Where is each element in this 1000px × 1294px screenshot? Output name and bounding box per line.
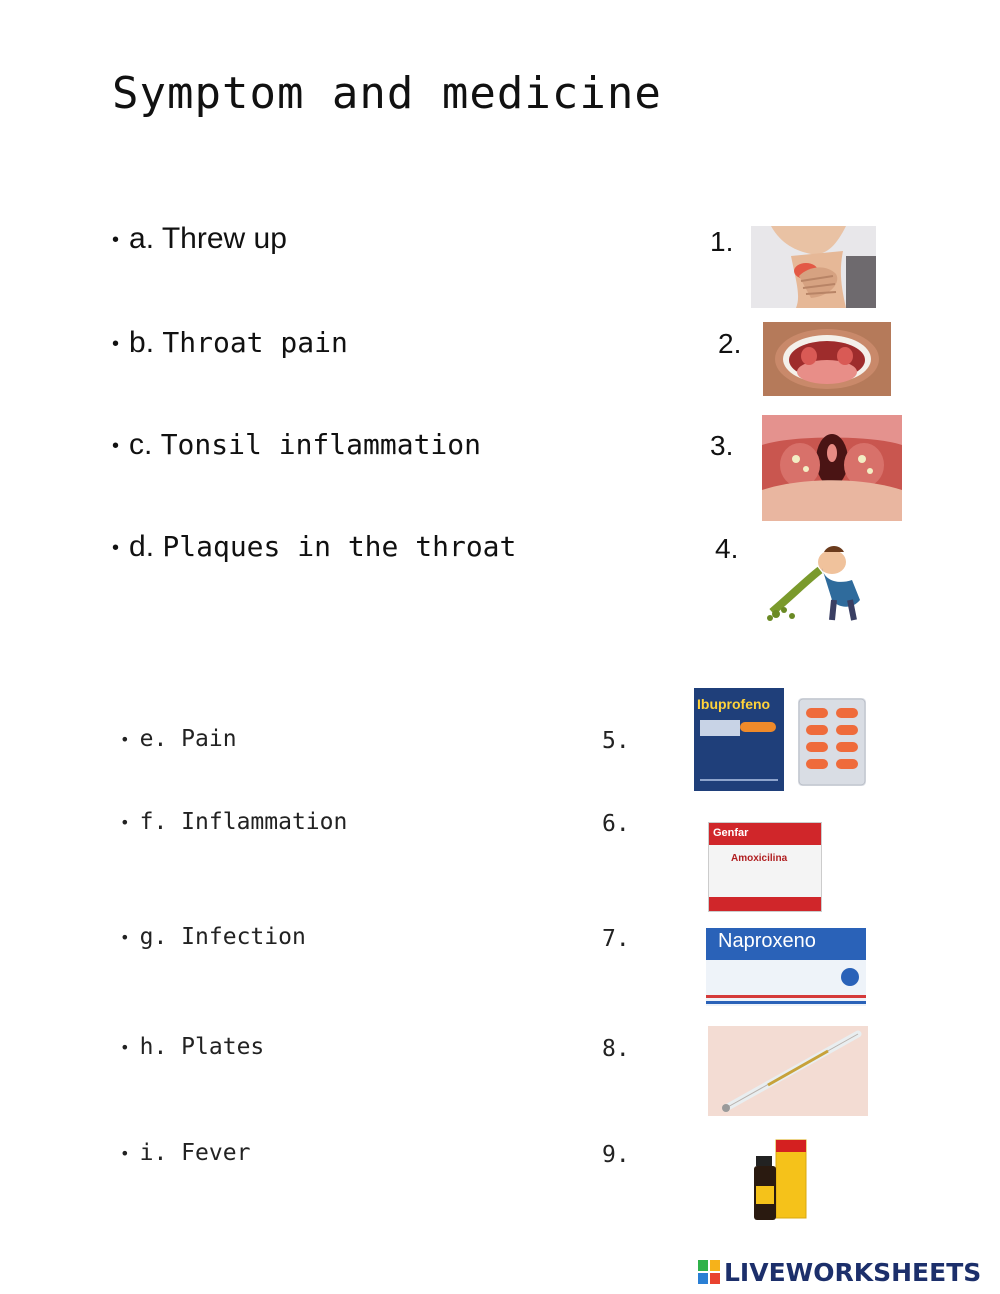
bullet: • [120, 1038, 130, 1057]
symptom-number: 3. [710, 430, 734, 461]
medicine-label: g. Infection [139, 924, 306, 950]
tonsil-inflammation-image [762, 415, 902, 521]
symptom-number: 1. [710, 226, 734, 257]
medicine-label: f. Inflammation [139, 809, 348, 835]
medicine-number: 8. [602, 1036, 630, 1062]
medicine-item-i [120, 1140, 250, 1166]
medicine-item-e [120, 726, 237, 752]
symptom-text: Tonsil inflammation [160, 428, 481, 461]
symptom-item-a [112, 222, 287, 256]
symptom-text: Plaques in the throat [162, 530, 517, 563]
vomiting-cartoon-image [762, 540, 892, 624]
symptom-text: Threw up [161, 222, 287, 255]
bullet: • [120, 813, 130, 832]
liveworksheets-logo-icon [698, 1260, 720, 1284]
medicine-label: i. Fever [139, 1140, 251, 1166]
medicine-label: e. Pain [139, 726, 237, 752]
symptom-letter: d. [129, 530, 155, 563]
symptom-item-c [112, 428, 481, 462]
bullet: • [120, 928, 130, 947]
naproxen-box-label: Naproxeno [706, 928, 866, 960]
fever-medicine-bottle-image [752, 1138, 810, 1224]
medicine-number: 5. [602, 728, 630, 754]
symptom-text: Throat pain [162, 326, 348, 359]
ibuprofen-box-image [694, 688, 784, 791]
naproxen-box-image [706, 928, 866, 1006]
liveworksheets-logo [698, 1257, 981, 1287]
symptom-letter: c. [129, 428, 153, 461]
liveworksheets-logo-text: LIVEWORKSHEETS [724, 1257, 982, 1287]
symptom-item-d [112, 530, 516, 564]
bullet: • [120, 730, 130, 749]
symptom-item-b [112, 326, 348, 360]
page-title: Symptom and medicine [112, 68, 662, 119]
symptom-number: 2. [718, 328, 742, 359]
open-mouth-image [763, 322, 891, 396]
medicine-item-f [120, 809, 347, 835]
bullet: • [112, 228, 120, 251]
neck-pain-image [751, 226, 876, 308]
bullet: • [112, 434, 120, 457]
medicine-number: 9. [602, 1142, 630, 1168]
amoxicillin-box-label: Amoxicilina [731, 853, 788, 864]
ibuprofen-box-label: Ibuprofeno [697, 696, 771, 712]
symptom-letter: a. [129, 222, 155, 255]
medicine-number: 6. [602, 811, 630, 837]
amoxicillin-box-image [708, 822, 822, 912]
medicine-number: 7. [602, 926, 630, 952]
bullet: • [120, 1144, 130, 1163]
bullet: • [112, 332, 120, 355]
ibuprofen-blister-image [798, 698, 866, 786]
medicine-item-h [120, 1034, 264, 1060]
medicine-item-g [120, 924, 306, 950]
bullet: • [112, 536, 120, 559]
symptom-number: 4. [715, 533, 739, 564]
thermometer-image [708, 1026, 868, 1116]
medicine-label: h. Plates [139, 1034, 265, 1060]
amoxicillin-brand: Genfar [713, 827, 749, 839]
symptom-letter: b. [129, 326, 155, 359]
